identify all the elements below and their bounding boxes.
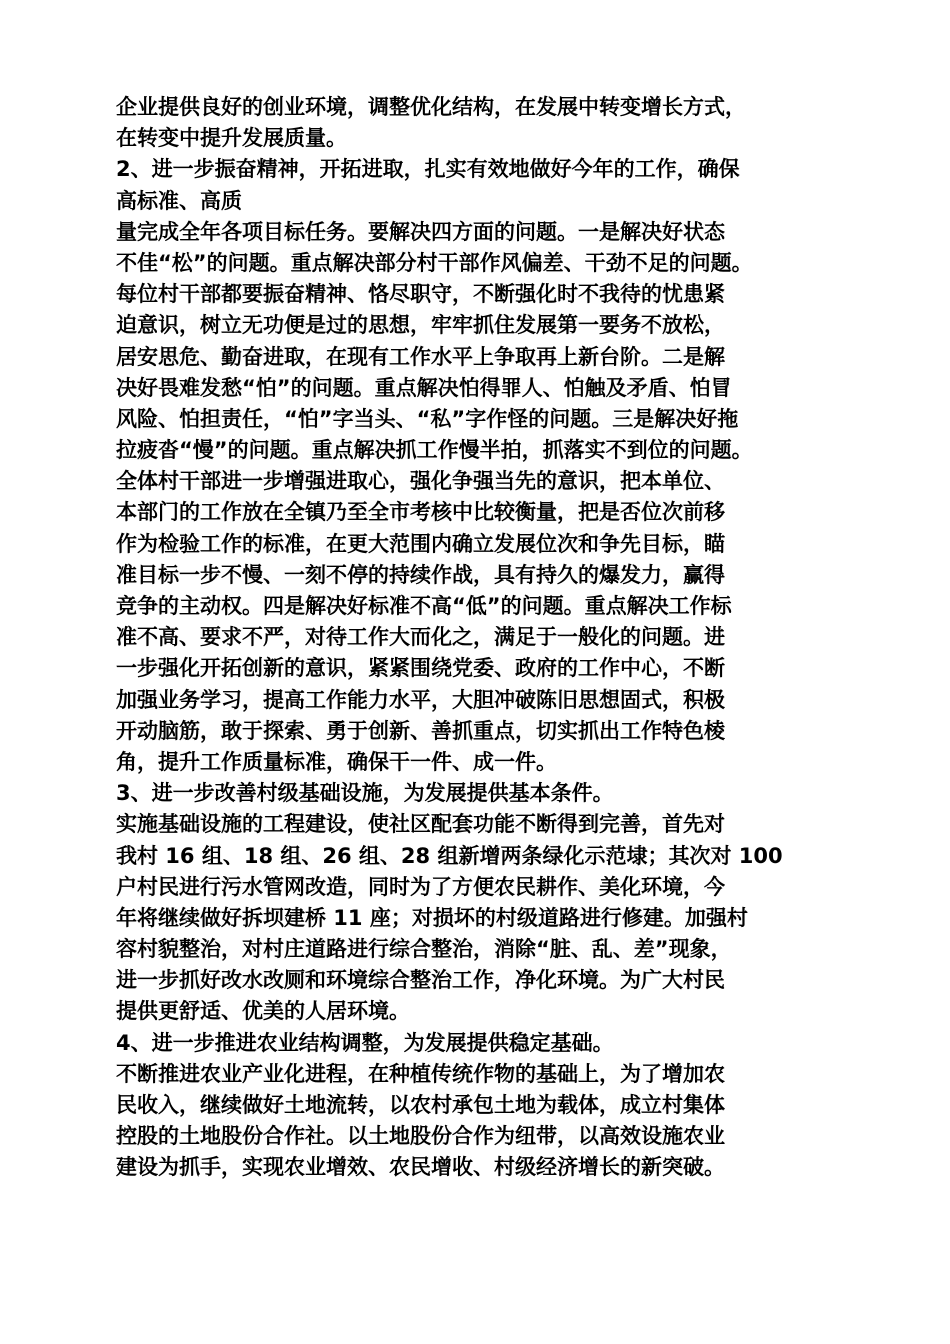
text-line: 作为检验工作的标准，在更大范围内确立发展位次和争先目标，瞄 (116, 531, 725, 556)
text-line: 2、进一步振奋精神，开拓进取，扎实有效地做好今年的工作，确保 (116, 157, 740, 182)
text-line: 加强业务学习，提高工作能力水平，大胆冲破陈旧思想固式，积极 (116, 687, 725, 712)
text-line: 准不高、要求不严，对待工作大而化之，满足于一般化的问题。进 (116, 625, 725, 650)
text-line: 民收入，继续做好土地流转，以农村承包土地为载体，成立村集体 (116, 1093, 725, 1117)
text-line: 户村民进行污水管网改造，同时为了方便农民耕作、美化环境，今 (116, 874, 725, 899)
text-line: 决好畏难发愁“怕”的问题。重点解决怕得罪人、怕触及矛盾、怕冒 (116, 375, 732, 400)
text-line: 每位村干部都要振奋精神、恪尽职守，不断强化时不我待的忧患紧 (116, 282, 725, 307)
text-line: 拉疲沓“慢”的问题。重点解决抓工作慢半拍，抓落实不到位的问题。 (116, 438, 753, 463)
text-line: 提供更舒适、优美的人居环境。 (116, 999, 410, 1024)
text-line: 迫意识，树立无功便是过的思想，牢牢抓住发展第一要务不放松， (116, 313, 725, 338)
text-line: 风险、怕担责任，“怕”字当头、“私”字作怪的问题。三是解决好拖 (116, 406, 739, 431)
text-line: 开动脑筋，敢于探索、勇于创新、善抓重点，切实抓出工作特色棱 (116, 718, 725, 743)
text-line: 准目标一步不慢、一刻不停的持续作战，具有持久的爆发力，赢得 (116, 562, 725, 587)
text-line: 高标准、高质 (116, 188, 242, 213)
text-line: 控股的土地股份合作社。以土地股份合作为纽带，以高效设施农业 (116, 1124, 725, 1149)
text-line: 企业提供良好的创业环境，调整优化结构，在发展中转变增长方式， (116, 95, 746, 119)
text-line: 实施基础设施的工程建设，使社区配套功能不断得到完善，首先对 (116, 812, 725, 837)
text-line: 3、进一步改善村级基础设施，为发展提供基本条件。 (116, 781, 614, 806)
text-line: 全体村干部进一步增强进取心，强化争强当先的意识，把本单位、 (116, 469, 725, 494)
text-line: 建设为抓手，实现农业增效、农民增收、村级经济增长的新突破。 (116, 1155, 725, 1180)
text-line: 不断推进农业产业化进程，在种植传统作物的基础上，为了增加农 (116, 1061, 725, 1086)
text-line: 本部门的工作放在全镇乃至全市考核中比较衡量，把是否位次前移 (116, 500, 725, 525)
text-line: 在转变中提升发展质量。 (116, 126, 347, 151)
text-line: 进一步抓好改水改厕和环境综合整治工作，净化环境。为广大村民 (116, 968, 725, 993)
text-line: 我村 16 组、18 组、26 组、28 组新增两条绿化示范埭；其次对 100 (116, 843, 783, 868)
text-line: 竞争的主动权。四是解决好标准不高“低”的问题。重点解决工作标 (116, 594, 732, 618)
text-line: 角，提升工作质量标准，确保干一件、成一件。 (116, 749, 557, 774)
text-line: 居安思危、勤奋进取，在现有工作水平上争取再上新台阶。二是解 (116, 344, 725, 369)
text-line: 容村貌整治，对村庄道路进行综合整治，消除“脏、乱、差”现象， (116, 937, 732, 962)
text-line: 不佳“松”的问题。重点解决部分村干部作风偏差、干劲不足的问题。 (116, 250, 753, 275)
text-line: 4、进一步推进农业结构调整，为发展提供稳定基础。 (116, 1030, 614, 1055)
text-line: 量完成全年各项目标任务。要解决四方面的问题。一是解决好状态 (116, 219, 725, 244)
text-line: 年将继续做好拆坝建桥 11 座；对损坏的村级道路进行修建。加强村 (116, 905, 748, 930)
text-line: 一步强化开拓创新的意识，紧紧围绕党委、政府的工作中心，不断 (116, 656, 725, 681)
document-body (116, 92, 836, 1184)
